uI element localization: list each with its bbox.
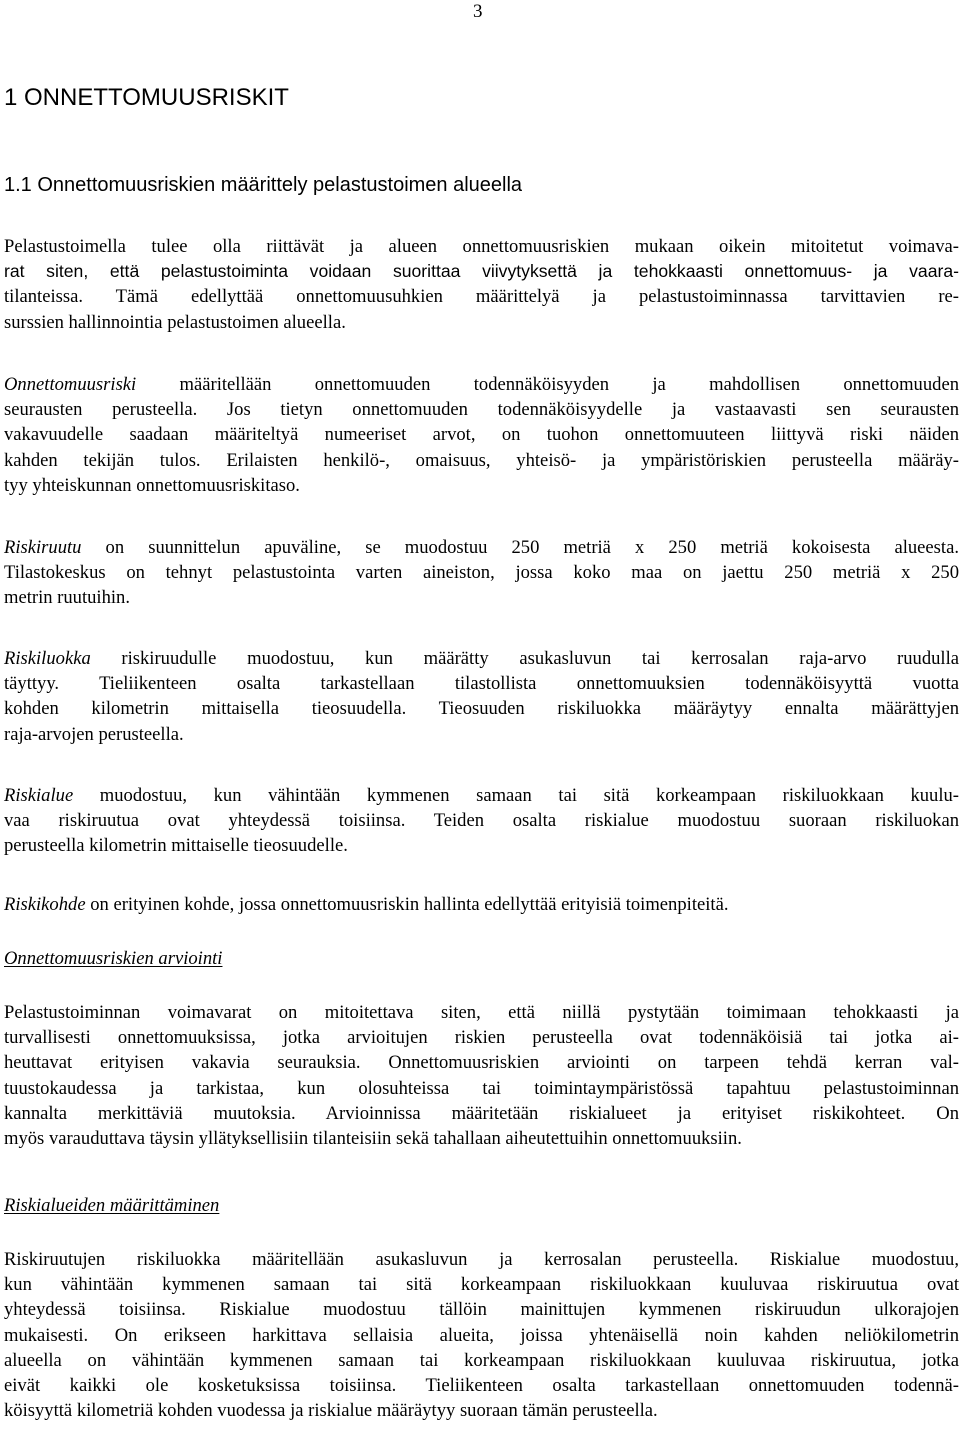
paragraph-line: perusteella kilometrin mittaiselle tieosuudelle. bbox=[4, 835, 348, 857]
paragraph-line-text: on erityinen kohde, jossa onnettomuusriskin hallinta edellyttää erityisiä toimenpiteitä. bbox=[85, 894, 729, 915]
paragraph-riskikohde bbox=[4, 892, 959, 917]
paragraph-line-text: määritellään onnettomuuden todennäköisyyden ja mahdollisen onnettomuuden bbox=[136, 374, 959, 395]
defined-term: Riskiluokka bbox=[4, 648, 91, 669]
paragraph-line: Tilastokeskus on tehnyt pelastustointa varten aineiston, jossa koko maa on jaettu 250 metriä x 250 bbox=[4, 562, 959, 584]
paragraph-line: alueella on vähintään kymmenen samaan tai korkeampaan riskiluokkaan kuuluvaa riskiruutua, jotka bbox=[4, 1349, 959, 1371]
paragraph-line: vaa riskiruutua ovat yhteydessä toisiinsa. Teiden osalta riskialue muodostuu suoraan riskiluokan bbox=[4, 810, 959, 832]
paragraph-riskiluokka bbox=[4, 646, 959, 747]
paragraph-risk-assessment bbox=[4, 1000, 959, 1151]
paragraph-line bbox=[4, 892, 959, 917]
paragraph-line: tilanteissa. Tämä edellyttää onnettomuusuhkien määrittelyä ja pelastustoiminnassa tarvittavien re- bbox=[4, 286, 959, 308]
paragraph-risk-areas bbox=[4, 1247, 959, 1423]
subheading-risk-areas: Riskialueiden määrittäminen bbox=[4, 1195, 220, 1216]
paragraph-line-text: riskiruudulle muodostuu, kun määrätty asukasluvun tai kerrosalan raja-arvo ruudulla bbox=[90, 648, 959, 669]
subheading-risk-assessment: Onnettomuusriskien arviointi bbox=[4, 948, 223, 969]
paragraph-line: turvallisesti onnettomuuksissa, jotka arvioitujen riskien perusteella ovat todennäköisiä tai jotka ai- bbox=[4, 1027, 959, 1049]
paragraph-line: mukaisesti. On erikseen harkittava sellaisia alueita, joissa yhtenäisellä noin kahden neliökilometrin bbox=[4, 1324, 959, 1346]
paragraph-line: tyy yhteiskunnan onnettomuusriskitaso. bbox=[4, 474, 300, 496]
paragraph-line: surssien hallinnointia pelastustoimen alueella. bbox=[4, 311, 346, 333]
paragraph-line: tuustokaudessa ja tarkistaa, kun olosuhteissa tai toimintaympäristössä tapahtuu pelastustoiminnan bbox=[4, 1077, 959, 1099]
defined-term: Riskialue bbox=[4, 785, 74, 806]
chapter-heading: 1 ONNETTOMUUSRISKIT bbox=[4, 84, 289, 111]
paragraph-line: heuttavat erityisen vakavia seurauksia. Onnettomuusriskien arviointi on tarpeen tehdä kerran val- bbox=[4, 1052, 959, 1074]
paragraph-line: Pelastustoiminnan voimavarat on mitoitettava siten, että niillä pystytään toimimaan tehokkaasti ja bbox=[4, 1002, 959, 1023]
paragraph-line: kannalta merkittäviä muutoksia. Arvioinnissa määritetään riskialueet ja erityiset riskikohteet. On bbox=[4, 1102, 959, 1124]
paragraph-line: kun vähintään kymmenen samaan tai sitä korkeampaan riskiluokkaan kuuluvaa riskiruutua ovat bbox=[4, 1274, 959, 1296]
paragraph-riskiruutu bbox=[4, 535, 959, 611]
paragraph-line-text: on suunnittelun apuväline, se muodostuu 250 metriä x 250 metriä kokoisesta alueesta. bbox=[81, 537, 959, 558]
paragraph-line: Pelastustoimella tulee olla riittävät ja alueen onnettomuusriskien mukaan oikein mitoitetut voimava- bbox=[4, 236, 959, 257]
section-heading: 1.1 Onnettomuusriskien määrittely pelastustoimen alueella bbox=[4, 174, 523, 196]
paragraph-line-text: muodostuu, kun vähintään kymmenen samaan tai sitä korkeampaan riskiluokkaan kuulu- bbox=[73, 785, 959, 806]
paragraph-line bbox=[4, 535, 959, 560]
paragraph-resources bbox=[4, 234, 959, 335]
paragraph-line: vakavuudelle saadaan määriteltyä numeeriset arvot, on tuohon onnettomuuteen liittyvä riski näiden bbox=[4, 424, 959, 446]
paragraph-line: raja-arvojen perusteella. bbox=[4, 723, 184, 745]
paragraph-line: kohden kilometrin mittaisella tieosuudella. Tieosuuden riskiluokka määräytyy ennalta määrättyjen bbox=[4, 698, 959, 720]
defined-term: Riskikohde bbox=[4, 894, 86, 915]
paragraph-riskialue bbox=[4, 783, 959, 859]
paragraph-line bbox=[4, 372, 959, 397]
defined-term: Onnettomuusriski bbox=[4, 374, 137, 395]
paragraph-line: täyttyy. Tieliikenteen osalta tarkastellaan tilastollista onnettomuuksien todennäköisyyttä vuotta bbox=[4, 673, 959, 695]
paragraph-line: yhteydessä toisiinsa. Riskialue muodostuu tällöin mainittujen kymmenen riskiruudun ulkorajojen bbox=[4, 1299, 959, 1321]
page-number: 3 bbox=[473, 1, 483, 22]
paragraph-line: kahden tekijän tulos. Erilaisten henkilö-, omaisuus, yhteisö- ja ympäristöriskien perusteella määräy- bbox=[4, 449, 959, 471]
paragraph-line: myös varauduttava täysin yllätyksellisiin tilanteisiin sekä tahallaan aiheutettuihin onnettomuuksiin. bbox=[4, 1128, 742, 1150]
defined-term: Riskiruutu bbox=[4, 537, 82, 558]
paragraph-line: eivät kaikki ole kosketuksissa toisiinsa. Tieliikenteen osalta tarkastellaan onnettomuuden todennä- bbox=[4, 1375, 959, 1397]
paragraph-line bbox=[4, 783, 959, 808]
paragraph-line: köisyyttä kilometriä kohden vuodessa ja riskialue määräytyy suoraan tämän perusteella. bbox=[4, 1400, 658, 1422]
paragraph-line bbox=[4, 646, 959, 671]
paragraph-line: seurausten perusteella. Jos tietyn onnettomuuden todennäköisyydelle ja vastaavasti sen seurausten bbox=[4, 399, 959, 421]
paragraph-onnettomuusriski bbox=[4, 372, 959, 498]
paragraph-line: Riskiruutujen riskiluokka määritellään asukasluvun ja kerrosalan perusteella. Riskialue muodostuu, bbox=[4, 1249, 959, 1270]
paragraph-line-text: rat siten, että pelastustoiminta voidaan suorittaa viivytyksettä ja tehokkaasti onnettomuus- ja vaara- bbox=[4, 261, 959, 282]
paragraph-line: metrin ruutuihin. bbox=[4, 587, 131, 609]
paragraph-line bbox=[4, 259, 959, 284]
